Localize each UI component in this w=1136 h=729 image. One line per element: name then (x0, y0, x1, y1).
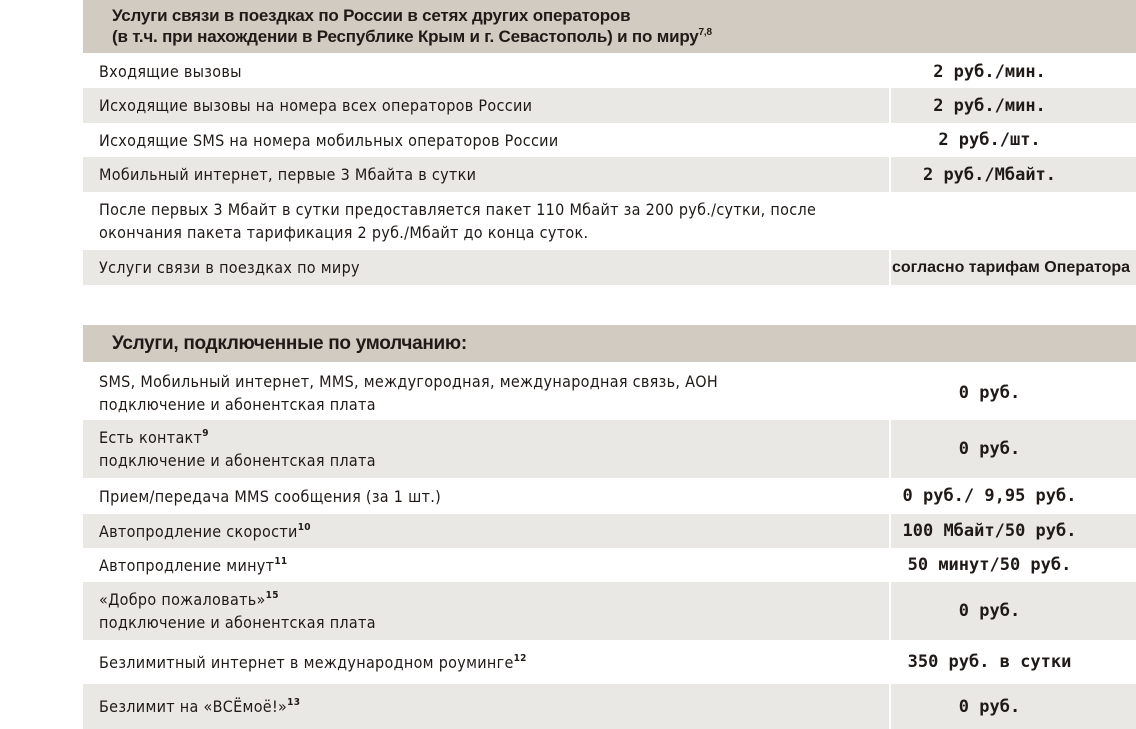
table-row (83, 582, 1136, 640)
footnote-ref: 11 (274, 555, 288, 567)
row-value: 0 руб. (891, 684, 1136, 729)
table-row (83, 420, 1136, 478)
row-value: согласно тарифам Оператора (891, 250, 1136, 285)
table-row (83, 192, 1136, 250)
row-value: 350 руб. в сутки (907, 652, 1072, 672)
section-header-travel (83, 0, 1136, 53)
row-value: 0 руб. (891, 420, 1136, 478)
section-title: Услуги, подключенные по умолчанию: (112, 333, 467, 354)
row-label: После первых 3 Мбайт в сутки предоставляется пакет 110 Мбайт за 200 руб./сутки, после окончания пакета тарификация 2 руб./Мбайт до конца суток. (99, 200, 817, 242)
table-row (83, 365, 1136, 420)
table-row (83, 55, 1136, 88)
footnote-ref: 15 (265, 590, 279, 601)
row-label: Безлимитный интернет в международном роуминге$^{12}$ (99, 652, 527, 672)
row-label: Исходящие вызовы на номера всех операторов России (83, 88, 889, 123)
section-header-default-services (83, 325, 1136, 362)
table-row (83, 548, 1136, 582)
section-title-line2: (в т.ч. при нахождении в Республике Крым и г. Севастополь) и по миру$^{7,8}$ (112, 27, 712, 46)
section-title-line1: Услуги связи в поездках по России в сетях других операторов (112, 6, 631, 25)
table-row (83, 514, 1136, 548)
footnote-ref: 13 (287, 697, 301, 708)
row-value (891, 192, 1136, 250)
row-label: Входящие вызовы (99, 62, 242, 81)
table-row (83, 684, 1136, 729)
row-label: Безлимит на «ВСЁмоё!»$^{13}$ (83, 684, 889, 729)
row-label: Услуги связи в поездках по миру (83, 250, 889, 285)
row-value: 2 руб./мин. (933, 61, 1046, 82)
row-label: Автопродление минут$^{11}$ (99, 555, 288, 575)
row-value: 0 руб. (958, 382, 1021, 403)
row-value: 100 Мбайт/50 руб. (891, 514, 1136, 548)
footnote-ref: 7,8 (698, 27, 712, 38)
table-row (83, 88, 1136, 123)
row-label: Автопродление скорости$^{10}$ (83, 514, 889, 548)
row-label: Есть контакт$^9$ подключение и абонентская плата (83, 420, 889, 478)
footnote-ref: 10 (297, 521, 311, 533)
row-value: 0 руб. (891, 582, 1136, 640)
row-label: Исходящие SMS на номера мобильных операторов России (99, 130, 559, 150)
table-row (83, 250, 1136, 285)
table-row (83, 123, 1136, 157)
row-value: 50 минут/50 руб. (907, 555, 1072, 575)
row-value: 2 руб./шт. (938, 130, 1041, 150)
row-label: «Добро пожаловать»$^{15}$ подключение и абонентская плата (83, 582, 889, 640)
row-label: Мобильный интернет, первые 3 Мбайта в сутки (83, 157, 889, 192)
footnote-ref: 12 (513, 652, 527, 664)
table-row (83, 478, 1136, 514)
table-row (83, 640, 1136, 684)
row-value: 2 руб./Мбайт. (891, 157, 1136, 192)
footnote-ref: 9 (202, 428, 209, 439)
row-value: 2 руб./мин. (891, 88, 1136, 123)
table-row (83, 157, 1136, 192)
row-label: SMS, Мобильный интернет, MMS, междугородная, международная связь, АОН подключение и абонентская плата (99, 371, 718, 414)
row-label: Прием/передача MMS сообщения (за 1 шт.) (99, 486, 442, 506)
row-value: 0 руб./ 9,95 руб. (902, 486, 1077, 506)
